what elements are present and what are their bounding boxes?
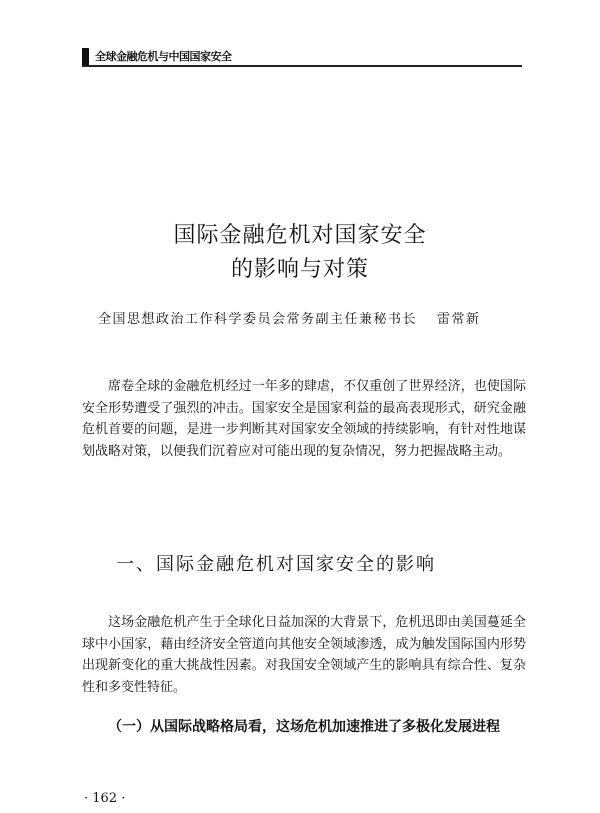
page-number: · 162 · [84, 791, 126, 806]
header-block-mark [82, 48, 89, 65]
article-title-line-2: 的影响与对策 [230, 257, 369, 282]
section-intro-paragraph: 这场金融危机产生于全球化日益加深的大背景下，危机迅即由美国蔓延全球中小国家，藉由经济安全管道向其他安全领域渗透，成为触发国际国内形势出现新变化的重大挑战性因素。对我国安全领域产生的影响具有综合性、复杂性和多变性特征。 [82, 615, 526, 695]
subsection-heading: （一）从国际战略格局看，这场危机加速推进了多极化发展进程 [108, 719, 500, 735]
author-byline [98, 311, 481, 329]
running-header [82, 45, 522, 67]
article-title-line-1: 国际金融危机对国家安全 [173, 223, 427, 248]
section-heading: 一、国际金融危机对国家安全的影响 [116, 554, 436, 575]
abstract-paragraph: 席卷全球的金融危机经过一年多的肆虐，不仅重创了世界经济，也使国际安全形势遭受了强烈的冲击。国家安全是国家利益的最高表现形式，研究金融危机首要的问题，是进一步判断其对国家安全领域的持续影响，有针对性地谋划战略对策，以便我们沉着应对可能出现的复杂情况，努力把握战略主动。 [82, 379, 526, 459]
running-header-title: 全球金融危机与中国国家安全 [95, 50, 232, 63]
header-rule [82, 65, 522, 67]
author-name: 雷常新 [437, 312, 481, 327]
author-affiliation: 全国思想政治工作科学委员会常务副主任兼秘书长 [98, 312, 418, 327]
